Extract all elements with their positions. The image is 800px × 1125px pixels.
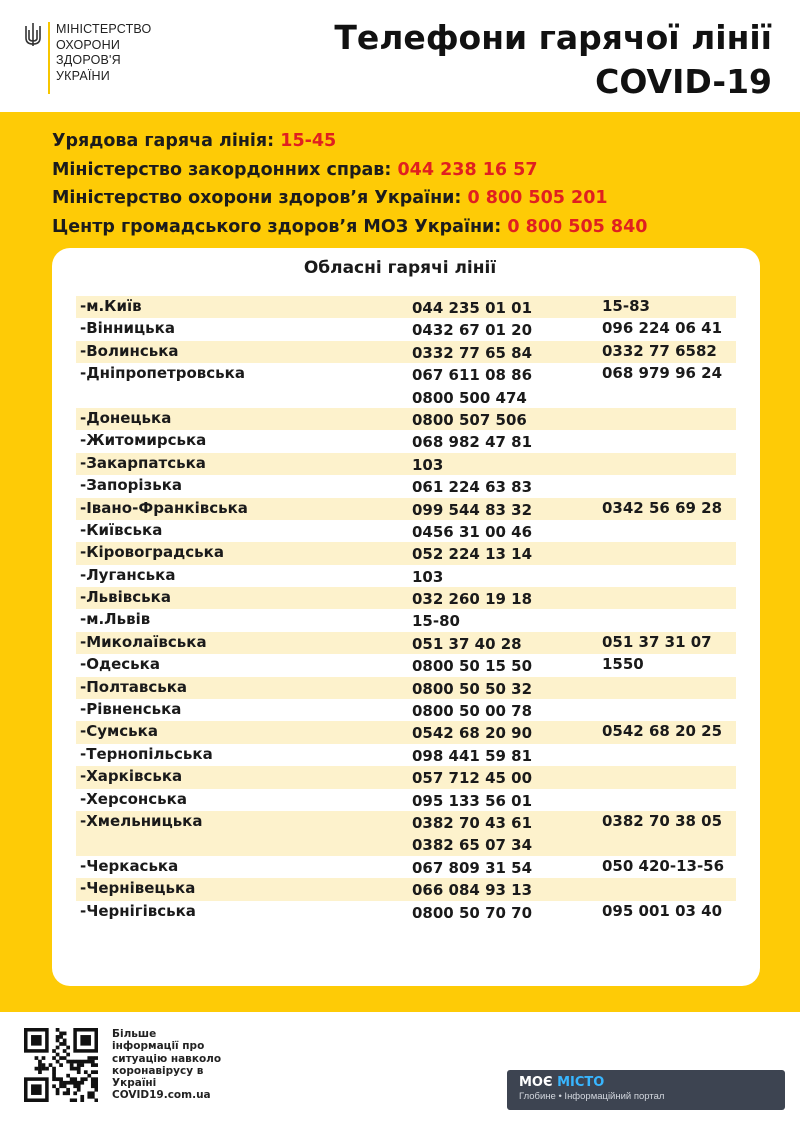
region-phone-primary xyxy=(412,431,532,453)
table-row xyxy=(76,901,736,923)
region-phone-primary xyxy=(412,499,532,521)
region-phone-secondary[interactable]: 0332 77 6582 xyxy=(602,341,717,360)
region-name: -Полтавська xyxy=(80,677,188,696)
region-phone-primary xyxy=(412,857,532,879)
table-row xyxy=(76,878,736,900)
table-row xyxy=(76,318,736,340)
table-row xyxy=(76,856,736,878)
table-row xyxy=(76,744,736,766)
region-name: -Кіровоградська xyxy=(80,543,224,562)
logo-line: ЗДОРОВ'Я xyxy=(56,53,121,67)
badge-subtitle: Глобине • Інформаційний портал xyxy=(519,1091,665,1102)
regional-table xyxy=(76,296,736,923)
region-name: -Дніпропетровська xyxy=(80,364,245,383)
hotline-number[interactable]: 044 238 16 57 xyxy=(397,159,538,180)
hotline-label: Урядова гаряча лінія: xyxy=(52,131,281,151)
moe-misto-badge[interactable] xyxy=(507,1070,785,1110)
region-name: -Одеська xyxy=(80,655,160,674)
phone-number[interactable]: 057 712 45 00 xyxy=(412,769,533,788)
table-row xyxy=(76,789,736,811)
phone-number[interactable]: 099 544 83 32 xyxy=(412,500,533,519)
logo-line: УКРАЇНИ xyxy=(56,68,110,83)
table-row xyxy=(76,542,736,564)
region-name: -Чернівецька xyxy=(80,879,196,898)
phone-number[interactable]: 051 37 40 28 xyxy=(412,634,522,653)
region-name: -Херсонська xyxy=(80,789,187,808)
badge-brand-main: МОЄ xyxy=(519,1075,553,1090)
logo-line: МІНІСТЕРСТВО xyxy=(56,22,152,36)
hotline-line xyxy=(52,156,647,185)
region-name: -м.Київ xyxy=(80,297,142,315)
phone-number[interactable]: 061 224 63 83 xyxy=(412,478,533,497)
region-name: -Волинська xyxy=(80,341,179,360)
region-name: -Хмельницька xyxy=(80,812,203,830)
table-row xyxy=(76,721,736,743)
phone-number[interactable]: 0382 70 43 61 xyxy=(412,814,533,832)
info-link[interactable]: COVID19.com.ua xyxy=(112,1089,211,1102)
ministry-logo xyxy=(24,22,151,94)
region-phone-primary xyxy=(412,790,532,812)
region-name: -Луганська xyxy=(80,565,176,584)
region-name: -Житомирська xyxy=(80,431,207,450)
region-phone-primary xyxy=(412,722,532,744)
region-phone-secondary[interactable]: 15-83 xyxy=(602,297,650,315)
phone-number[interactable]: 0800 50 00 78 xyxy=(412,702,533,721)
region-phone-secondary[interactable]: 068 979 96 24 xyxy=(602,364,723,383)
phone-number[interactable]: 067 611 08 86 xyxy=(412,366,533,385)
badge-brand xyxy=(519,1075,773,1090)
region-name: -Рівненська xyxy=(80,700,182,719)
region-name: -Чернігівська xyxy=(80,901,196,920)
region-name: -Харківська xyxy=(80,767,183,786)
hotline-line xyxy=(52,127,647,156)
region-phone-primary xyxy=(412,767,532,789)
table-row xyxy=(76,520,736,542)
phone-number[interactable]: 0456 31 00 46 xyxy=(412,522,533,541)
region-phone-primary xyxy=(412,297,532,319)
region-name: -Львівська xyxy=(80,588,171,607)
region-name: -Закарпатська xyxy=(80,453,206,472)
phone-number[interactable]: 0800 50 50 32 xyxy=(412,679,533,698)
info-line: ситуацію навколо xyxy=(112,1052,222,1065)
info-line: коронавірусу в xyxy=(112,1064,204,1077)
phone-number[interactable]: 103 xyxy=(412,567,444,586)
region-phone-primary xyxy=(412,678,532,700)
region-name: -м.Львів xyxy=(80,610,151,629)
phone-number[interactable]: 067 809 31 54 xyxy=(412,858,533,877)
phone-number[interactable]: 0432 67 01 20 xyxy=(412,321,533,340)
region-phone-primary xyxy=(412,745,532,767)
info-line: Більше xyxy=(112,1028,157,1040)
logo-line: ОХОРОНИ xyxy=(56,37,121,52)
region-phone-primary xyxy=(412,879,532,901)
table-row xyxy=(76,408,736,430)
phone-number[interactable]: 098 441 59 81 xyxy=(412,746,533,765)
phone-number[interactable]: 0800 500 474 xyxy=(412,388,527,407)
table-row xyxy=(76,609,736,631)
logo-divider xyxy=(48,22,50,94)
table-row xyxy=(76,632,736,654)
region-phone-primary xyxy=(412,319,532,341)
region-phone-primary xyxy=(412,812,532,857)
phone-number[interactable]: 0332 77 65 84 xyxy=(412,343,533,362)
phone-number[interactable]: 0800 507 506 xyxy=(412,410,527,429)
phone-number[interactable]: 044 235 01 01 xyxy=(412,299,533,317)
more-info-text xyxy=(112,1028,221,1102)
table-row xyxy=(76,453,736,475)
logo-text xyxy=(56,22,151,94)
title-line-2: COVID-19 xyxy=(595,62,772,101)
hotline-label: Міністерство охорони здоров’я України: xyxy=(52,188,468,208)
page-title xyxy=(334,16,772,104)
table-row xyxy=(76,677,736,699)
region-phone-secondary[interactable]: 1550 xyxy=(602,655,644,674)
phone-number[interactable]: 0542 68 20 90 xyxy=(412,724,533,743)
table-row xyxy=(76,699,736,721)
region-phone-secondary[interactable]: 050 420-13-56 xyxy=(602,856,725,875)
hotline-label: Міністерство закордонних справ: xyxy=(52,159,398,180)
table-row xyxy=(76,811,736,856)
phone-number[interactable]: 0800 50 15 50 xyxy=(412,657,533,676)
region-phone-secondary[interactable]: 0542 68 20 25 xyxy=(602,722,723,741)
table-row xyxy=(76,341,736,363)
region-phone-primary xyxy=(412,700,532,722)
table-row xyxy=(76,475,736,497)
table-row xyxy=(76,654,736,676)
table-row xyxy=(76,565,736,587)
table-row xyxy=(76,587,736,609)
phone-number[interactable]: 0800 50 70 70 xyxy=(412,903,533,922)
table-row xyxy=(76,498,736,520)
region-phone-secondary[interactable]: 051 37 31 07 xyxy=(602,632,712,651)
phone-number[interactable]: 066 084 93 13 xyxy=(412,881,533,900)
region-name: -Донецька xyxy=(80,408,172,427)
phone-number[interactable]: 068 982 47 81 xyxy=(412,433,533,452)
title-line-1: Телефони гарячої лінії xyxy=(334,18,772,57)
region-name: -Івано-Франківська xyxy=(80,498,248,517)
phone-number[interactable]: 095 133 56 01 xyxy=(412,791,533,810)
region-name: -Вінницька xyxy=(80,319,175,338)
region-phone-primary xyxy=(412,454,443,476)
hotline-label: Центр громадського здоров’я МОЗ України: xyxy=(52,216,508,237)
phone-number[interactable]: 032 260 19 18 xyxy=(412,590,533,609)
hotline-line xyxy=(52,184,647,213)
region-phone-primary xyxy=(412,342,532,364)
region-phone-primary xyxy=(412,610,460,632)
region-phone-primary xyxy=(412,543,532,565)
hotline-number[interactable]: 0 800 505 840 xyxy=(507,216,648,237)
header xyxy=(0,0,800,112)
table-row xyxy=(76,430,736,452)
region-name: -Миколаївська xyxy=(80,632,207,651)
region-phone-secondary[interactable]: 0342 56 69 28 xyxy=(602,498,723,517)
qr-code-icon[interactable] xyxy=(24,1028,98,1102)
phone-number[interactable]: 0382 65 07 34 xyxy=(412,836,533,855)
table-row xyxy=(76,363,736,408)
region-name: -Київська xyxy=(80,520,163,539)
table-row xyxy=(76,296,736,318)
info-line: Україні xyxy=(112,1077,157,1090)
trident-icon xyxy=(24,22,42,48)
region-phone-primary xyxy=(412,902,532,924)
region-phone-primary xyxy=(412,655,532,677)
phone-number[interactable]: 15-80 xyxy=(412,612,460,631)
table-row xyxy=(76,766,736,788)
region-phone-primary xyxy=(412,588,532,610)
region-phone-secondary[interactable]: 0382 70 38 05 xyxy=(602,812,723,830)
region-name: -Черкаська xyxy=(80,856,179,875)
hotline-line xyxy=(52,213,647,242)
region-phone-primary xyxy=(412,476,532,498)
badge-brand-accent: МІСТО xyxy=(557,1075,605,1090)
region-name: -Запорізька xyxy=(80,476,183,495)
region-phone-secondary[interactable]: 095 001 03 40 xyxy=(602,901,723,920)
national-hotlines xyxy=(52,127,647,241)
phone-number[interactable]: 103 xyxy=(412,455,444,474)
hotline-number[interactable]: 15-45 xyxy=(280,131,337,151)
region-phone-primary xyxy=(412,409,527,431)
region-phone-primary xyxy=(412,364,532,409)
info-line: інформації про xyxy=(112,1040,205,1053)
region-name: -Сумська xyxy=(80,722,158,741)
phone-number[interactable]: 052 224 13 14 xyxy=(412,545,533,564)
region-name: -Тернопільська xyxy=(80,744,213,763)
region-phone-secondary[interactable]: 096 224 06 41 xyxy=(602,319,723,338)
hotline-number[interactable]: 0 800 505 201 xyxy=(467,188,608,208)
region-phone-primary xyxy=(412,633,522,655)
regional-title: Обласні гарячі лінії xyxy=(303,258,497,278)
region-phone-primary xyxy=(412,521,532,543)
region-phone-primary xyxy=(412,566,443,588)
